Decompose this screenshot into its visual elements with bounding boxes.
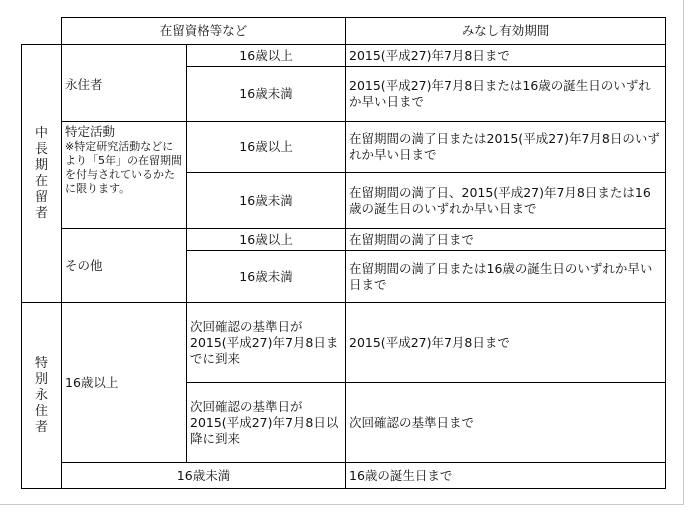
special-before-period: 2015(平成27)年7月8日まで	[346, 303, 666, 383]
mid-long-resident-label: 中 長 期 在 留 者	[22, 45, 62, 303]
header-blank	[22, 18, 62, 45]
header-period: みなし有効期間	[346, 18, 666, 45]
header-row	[22, 18, 666, 45]
designated-activities-cell	[62, 122, 187, 229]
special-age16-under-period: 16歳の誕生日まで	[346, 463, 666, 489]
table-row	[22, 463, 666, 489]
other-age16-over-period: 在留期間の満了日まで	[346, 229, 666, 251]
table-row	[22, 122, 666, 173]
permanent-age16-under: 16歳未満	[187, 67, 346, 122]
validity-period-table	[21, 17, 666, 489]
designated-activities-label: 特定活動	[65, 124, 116, 139]
special-after-period: 次回確認の基準日まで	[346, 383, 666, 463]
special-age16-over: 16歳以上	[62, 303, 187, 463]
designated-activities-note: ※特定研究活動などにより「5年」の在留期間を付与されているかたに限ります。	[65, 140, 182, 195]
table-row	[22, 229, 666, 251]
other-age16-under-period: 在留期間の満了日または16歳の誕生日のいずれか早い日まで	[346, 251, 666, 303]
designated-age16-over-period: 在留期間の満了日または2015(平成27)年7月8日のいずれか早い日まで	[346, 122, 666, 173]
other-label: その他	[62, 229, 187, 303]
special-permanent-resident-label: 特 別 永 住 者	[22, 303, 62, 489]
frame-shadow-right	[683, 0, 684, 505]
other-age16-under: 16歳未満	[187, 251, 346, 303]
permanent-age16-under-period: 2015(平成27)年7月8日または16歳の誕生日のいずれか早い日まで	[346, 67, 666, 122]
header-status: 在留資格等など	[62, 18, 346, 45]
designated-age16-over: 16歳以上	[187, 122, 346, 173]
permanent-resident-label: 永住者	[62, 45, 187, 122]
table-row	[22, 303, 666, 383]
table-row	[22, 45, 666, 67]
special-before-condition: 次回確認の基準日が2015(平成27)年7月8日までに到来	[187, 303, 346, 383]
special-after-condition: 次回確認の基準日が2015(平成27)年7月8日以降に到来	[187, 383, 346, 463]
designated-age16-under-period: 在留期間の満了日、2015(平成27)年7月8日または16歳の誕生日のいずれか早い日まで	[346, 173, 666, 229]
special-age16-under: 16歳未満	[62, 463, 346, 489]
other-age16-over: 16歳以上	[187, 229, 346, 251]
designated-age16-under: 16歳未満	[187, 173, 346, 229]
frame-shadow-bottom	[0, 504, 684, 505]
permanent-age16-over: 16歳以上	[187, 45, 346, 67]
permanent-age16-over-period: 2015(平成27)年7月8日まで	[346, 45, 666, 67]
